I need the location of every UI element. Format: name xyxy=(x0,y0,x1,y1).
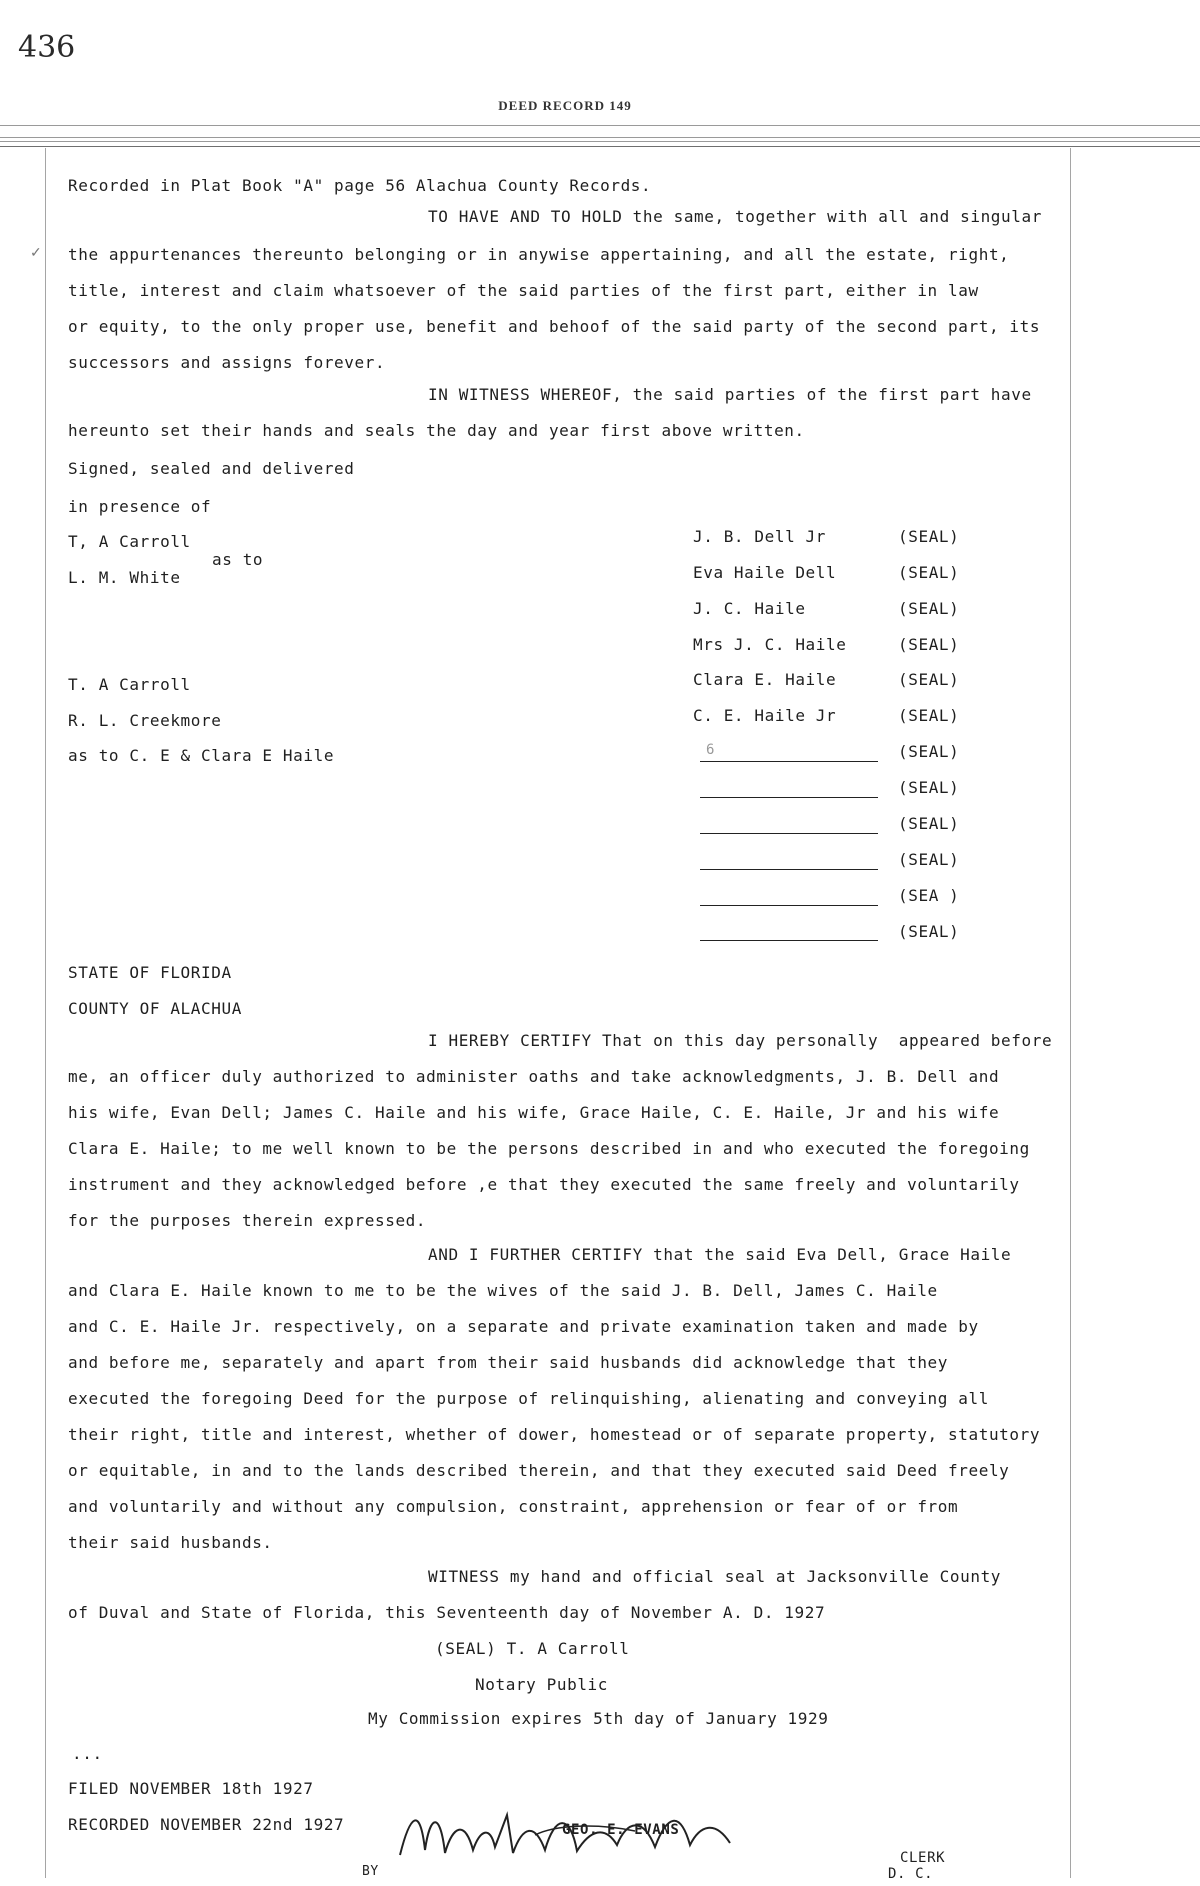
signature-line xyxy=(700,761,878,762)
signer-name: Mrs J. C. Haile xyxy=(693,635,847,654)
seal-label: (SEAL) xyxy=(898,527,960,546)
left-margin-line xyxy=(45,148,46,1878)
by-label: BY xyxy=(362,1864,379,1879)
ack-line: executed the foregoing Deed for the purpose of relinquishing, alienating and conveying all xyxy=(68,1389,989,1408)
ack-line: and Clara E. Haile known to me to be the wives of the said J. B. Dell, James C. Haile xyxy=(68,1281,938,1300)
witness-name: T. A Carroll xyxy=(68,675,191,694)
signature-line xyxy=(700,797,878,798)
right-margin-line xyxy=(1070,148,1071,1878)
seal-label: (SEAL) xyxy=(898,670,960,689)
clerk-name: GEO. E. EVANS xyxy=(562,1822,680,1838)
ack-line: and C. E. Haile Jr. respectively, on a separate and private examination taken and made by xyxy=(68,1317,979,1336)
ack-line: and before me, separately and apart from their said husbands did acknowledge that they xyxy=(68,1353,949,1372)
witness-note: as to C. E & Clara E Haile xyxy=(68,746,335,765)
signer-name: Eva Haile Dell xyxy=(693,563,837,582)
signer-name: C. E. Haile Jr xyxy=(693,706,837,725)
county-heading: COUNTY OF ALACHUA xyxy=(68,999,242,1018)
witness-name: L. M. White xyxy=(68,568,181,587)
seal-label: (SEA ) xyxy=(898,886,960,905)
signer-name: J. C. Haile xyxy=(693,599,806,618)
ack-line: or equitable, in and to the lands described therein, and that they executed said Deed freely xyxy=(68,1461,1010,1480)
witness-name: R. L. Creekmore xyxy=(68,711,222,730)
pencil-mark: 6 xyxy=(706,742,715,758)
dc-label: D. C. xyxy=(888,1866,934,1882)
signature-line xyxy=(700,833,878,834)
ack-line: WITNESS my hand and official seal at Jacksonville County xyxy=(428,1567,1002,1586)
body-line: or equity, to the only proper use, benefit and behoof of the said party of the second part, its xyxy=(68,317,1041,336)
ack-line: for the purposes therein expressed. xyxy=(68,1211,427,1230)
ellipsis: ... xyxy=(72,1744,103,1763)
ack-line: me, an officer duly authorized to administer oaths and take acknowledgments, J. B. Dell and xyxy=(68,1067,1000,1086)
signer-name: Clara E. Haile xyxy=(693,670,837,689)
witness-name: T, A Carroll xyxy=(68,532,191,551)
body-line: IN WITNESS WHEREOF, the said parties of the first part have xyxy=(428,385,1032,404)
ack-line: and voluntarily and without any compulsion, constraint, apprehension or fear of or from xyxy=(68,1497,959,1516)
handwritten-signature xyxy=(395,1795,755,1879)
ack-line: AND I FURTHER CERTIFY that the said Eva Dell, Grace Haile xyxy=(428,1245,1012,1264)
recorded-date: RECORDED NOVEMBER 22nd 1927 xyxy=(68,1815,345,1834)
signature-line xyxy=(700,905,878,906)
ack-line: I HEREBY CERTIFY That on this day personally appeared before xyxy=(428,1031,1053,1050)
deed-record-header: DEED RECORD 149 xyxy=(498,98,632,113)
ack-line: of Duval and State of Florida, this Seventeenth day of November A. D. 1927 xyxy=(68,1603,826,1622)
header-rule xyxy=(0,125,1200,126)
ack-line: his wife, Evan Dell; James C. Haile and his wife, Grace Haile, C. E. Haile, Jr and his wife xyxy=(68,1103,1000,1122)
ack-line: their said husbands. xyxy=(68,1533,273,1552)
seal-label: (SEAL) xyxy=(898,599,960,618)
body-line: Recorded in Plat Book "A" page 56 Alachua County Records. xyxy=(68,176,652,195)
margin-check-mark: ✓ xyxy=(30,245,42,261)
witness-note: as to xyxy=(212,550,264,569)
header-rule xyxy=(0,146,1200,147)
signature-line xyxy=(700,869,878,870)
seal-label: (SEAL) xyxy=(898,814,960,833)
signer-name: J. B. Dell Jr xyxy=(693,527,827,546)
seal-label: (SEAL) xyxy=(898,778,960,797)
header-rule xyxy=(0,137,1200,138)
body-line: title, interest and claim whatsoever of the said parties of the first part, either in law xyxy=(68,281,979,300)
ack-line: their right, title and interest, whether of dower, homestead or of separate property, statutory xyxy=(68,1425,1041,1444)
notary-seal: (SEAL) T. A Carroll xyxy=(435,1639,630,1658)
page-number: 436 xyxy=(18,30,76,65)
commission-expiry: My Commission expires 5th day of January 1929 xyxy=(368,1709,829,1728)
signature-line xyxy=(700,940,878,941)
state-heading: STATE OF FLORIDA xyxy=(68,963,232,982)
body-line: Signed, sealed and delivered xyxy=(68,459,355,478)
notary-title: Notary Public xyxy=(475,1675,609,1694)
seal-label: (SEAL) xyxy=(898,563,960,582)
seal-label: (SEAL) xyxy=(898,850,960,869)
ack-line: Clara E. Haile; to me well known to be the persons described in and who executed the foregoing xyxy=(68,1139,1030,1158)
header-rule xyxy=(0,141,1200,142)
clerk-label: CLERK xyxy=(900,1850,946,1866)
body-line: successors and assigns forever. xyxy=(68,353,386,372)
seal-label: (SEAL) xyxy=(898,922,960,941)
body-line: the appurtenances thereunto belonging or in anywise appertaining, and all the estate, right, xyxy=(68,245,1010,264)
seal-label: (SEAL) xyxy=(898,706,960,725)
body-line: in presence of xyxy=(68,497,212,516)
ack-line: instrument and they acknowledged before ,e that they executed the same freely and voluntarily xyxy=(68,1175,1020,1194)
body-line: TO HAVE AND TO HOLD the same, together with all and singular xyxy=(428,207,1042,226)
seal-label: (SEAL) xyxy=(898,635,960,654)
filed-date: FILED NOVEMBER 18th 1927 xyxy=(68,1779,314,1798)
seal-label: (SEAL) xyxy=(898,742,960,761)
body-line: hereunto set their hands and seals the day and year first above written. xyxy=(68,421,805,440)
